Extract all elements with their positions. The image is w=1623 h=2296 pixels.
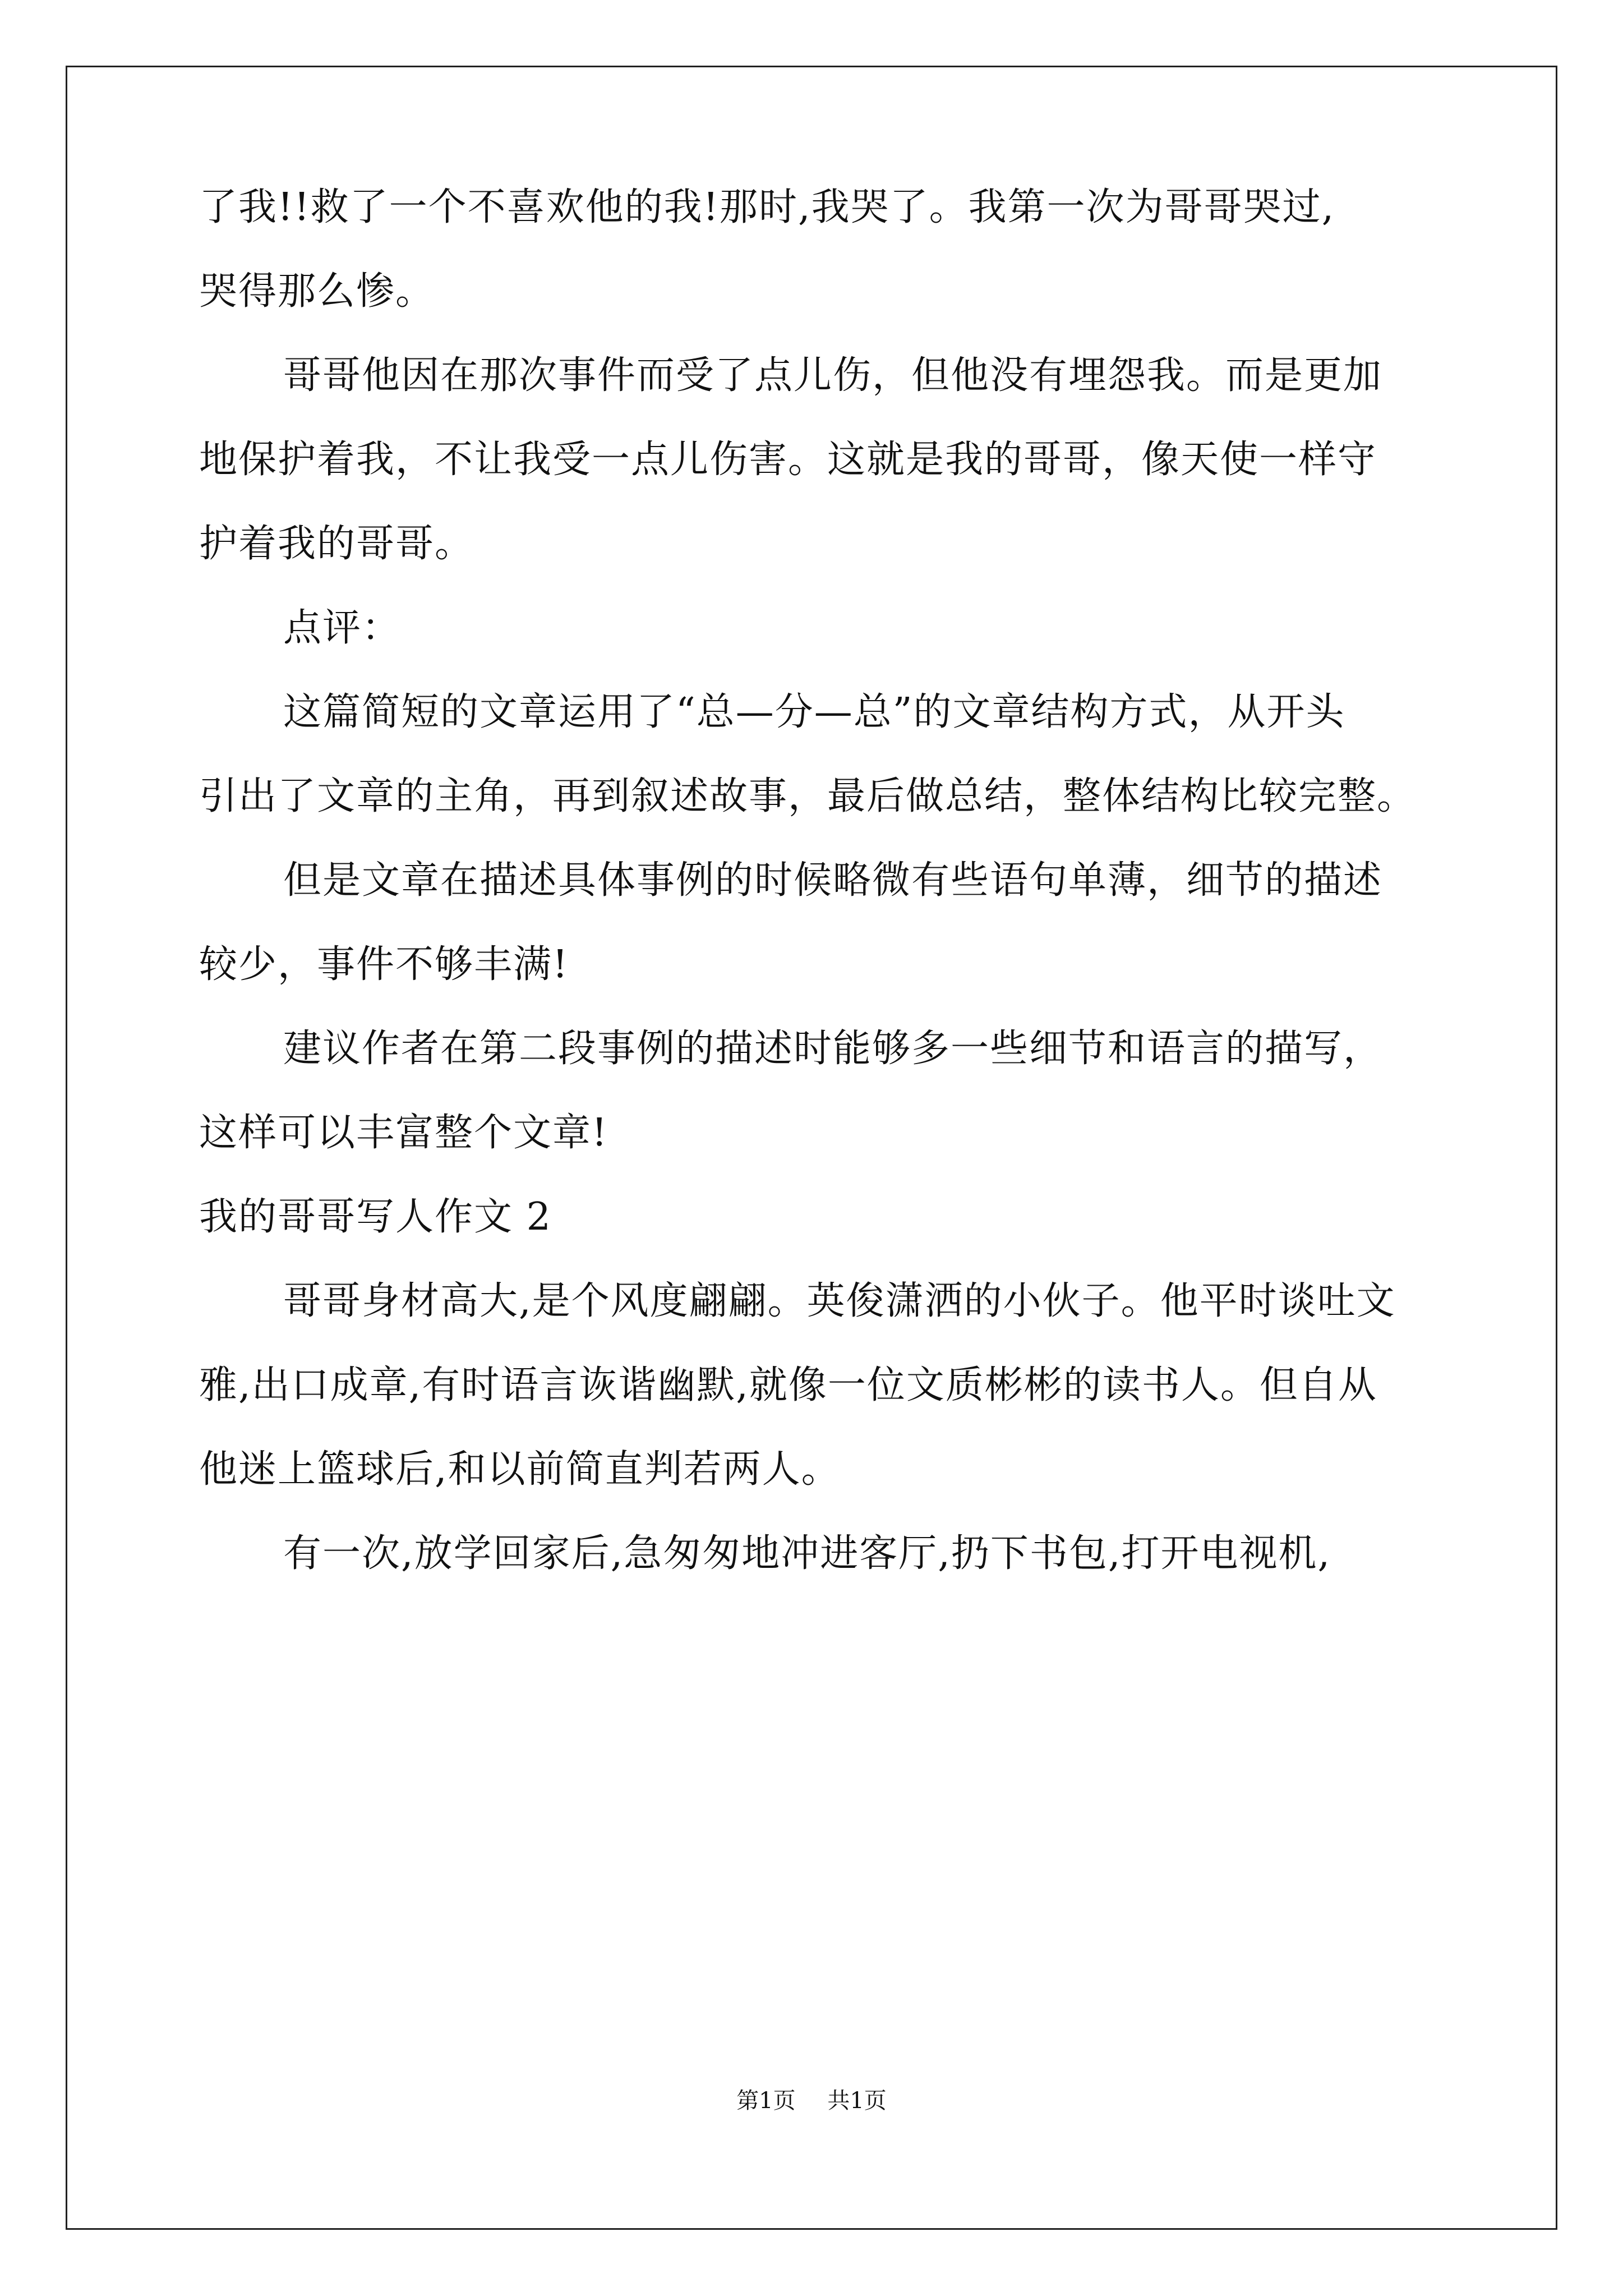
text-line-17: 有一次,放学回家后,急匆匆地冲进客厅,扔下书包,打开电视机, xyxy=(283,1531,1331,1576)
text-line-9: 但是文章在描述具体事例的时候略微有些语句单薄，细节的描述 xyxy=(283,858,1383,903)
text-line-7: 这篇简短的文章运用了“总—分—总”的文章结构方式，从开头 xyxy=(283,690,1345,734)
page-number: 第1页 xyxy=(736,2088,796,2114)
page-total: 共1页 xyxy=(827,2088,887,2114)
text-line-16: 他迷上篮球后,和以前简直判若两人。 xyxy=(199,1447,841,1492)
page-footer xyxy=(0,2087,1623,2115)
text-line-8: 引出了文章的主角，再到叙述故事，最后做总结，整体结构比较完整。 xyxy=(199,774,1417,818)
text-line-2: 哭得那么惨。 xyxy=(199,269,435,314)
text-line-12: 这样可以丰富整个文章! xyxy=(199,1111,608,1155)
section-title: 我的哥哥写人作文 2 xyxy=(199,1195,552,1239)
text-line-1: 了我!!救了一个不喜欢他的我!那时,我哭了。我第一次为哥哥哭过, xyxy=(199,185,1335,229)
text-line-5: 护着我的哥哥。 xyxy=(199,522,474,566)
text-line-4: 地保护着我，不让我受一点儿伤害。这就是我的哥哥，像天使一样守 xyxy=(199,438,1377,482)
text-line-11: 建议作者在第二段事例的描述时能够多一些细节和语言的描写， xyxy=(283,1027,1383,1071)
text-line-3: 哥哥他因在那次事件而受了点儿伤，但他没有埋怨我。而是更加 xyxy=(283,353,1383,398)
text-line-14: 哥哥身材高大,是个风度翩翩。英俊潇洒的小伙子。他平时谈吐文 xyxy=(283,1279,1396,1323)
text-line-15: 雅,出口成章,有时语言诙谐幽默,就像一位文质彬彬的读书人。但自从 xyxy=(199,1363,1377,1407)
text-line-10: 较少，事件不够丰满! xyxy=(199,942,569,987)
comment-heading: 点评： xyxy=(283,606,402,650)
document-body xyxy=(199,182,1438,1613)
